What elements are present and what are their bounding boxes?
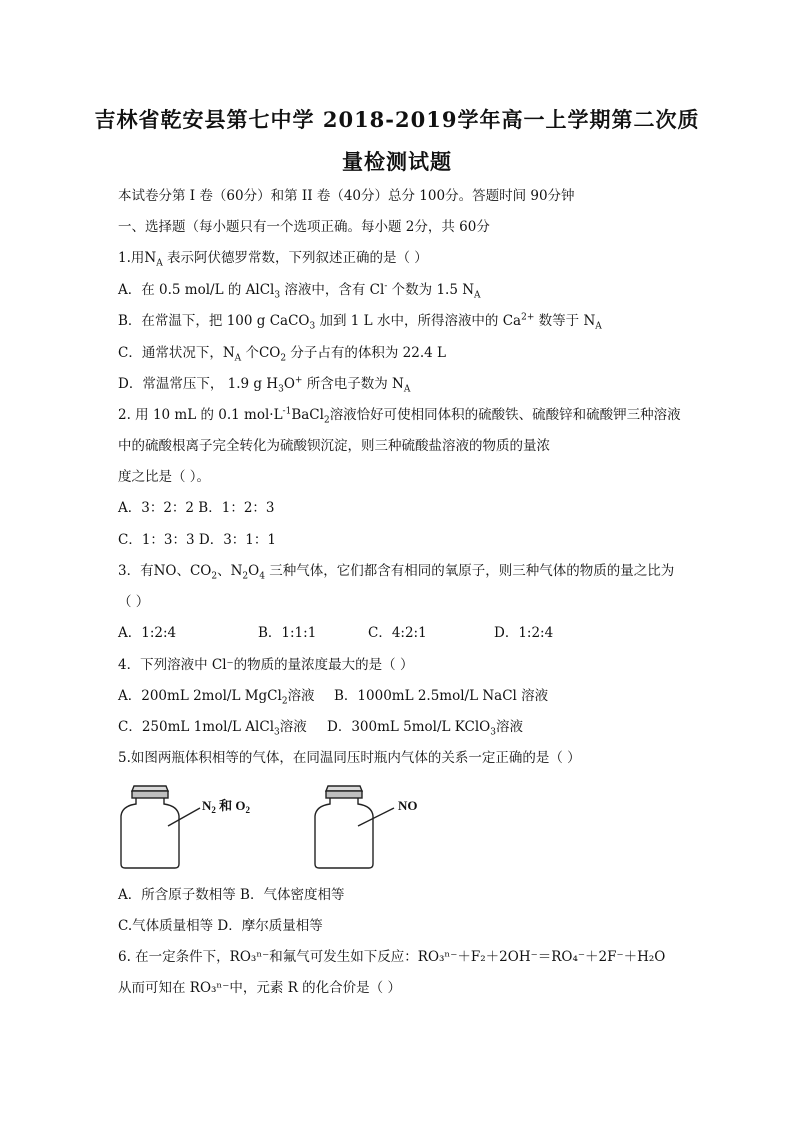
question-3-option-d: D．1:2:4 [494, 625, 554, 641]
question-2-options-ab: A．3：2：2 B．1：2：3 [118, 500, 275, 516]
question-2-stem-line1: 2. 用 10 mL 的 0.1 $mol\cdot L^{-1}BaCl_2$溶液恰好可使相同体积的硫酸铁、硫酸锌和硫酸钾三种溶液 [118, 406, 681, 426]
question-3-stem-line2: （ ） [118, 594, 150, 610]
question-3-stem-line1: 3．有NO、$CO_2$、$N_2O_4$ 三种气体，它们都含有相同的氧原子，则三种气体的物质的量之比为 [118, 563, 675, 582]
question-6-stem-line1: 6. 在一定条件下，RO₃ⁿ⁻和氟气可发生如下反应：RO₃ⁿ⁻＋F₂＋2OH⁻＝RO₄⁻＋2F⁻＋H₂O [118, 949, 666, 965]
question-4-option-a: A．200mL 2mol/L MgCl$_2$溶液 [118, 688, 315, 707]
question-5-options-ab: A．所含原子数相等 B．气体密度相等 [118, 887, 345, 903]
question-4-option-c: C．250mL 1mol/L AlCl$_3$溶液 [118, 719, 307, 738]
question-3-option-a: A．1:2:4 [118, 625, 177, 641]
question-5-stem: 5.如图两瓶体积相等的气体，在同温同压时瓶内气体的关系一定正确的是（ ） [118, 750, 581, 766]
question-3-option-c: C．4:2:1 [368, 625, 427, 641]
question-2-stem-line2: 中的硫酸根离子完全转化为硫酸钡沉淀，则三种硫酸盐溶液的物质的量浓 [118, 438, 550, 454]
gas-bottle-2-icon [315, 786, 394, 868]
gas-bottle-1-label: $N_2$ 和 $O_2$ [202, 798, 251, 815]
gas-bottle-1-icon [121, 786, 200, 868]
question-4-stem: 4．下列溶液中 Cl⁻的物质的量浓度最大的是（ ） [118, 657, 414, 673]
gas-bottle-1-figure [118, 780, 268, 872]
page-title-line1: 吉林省乾安县第七中学 2018-2019学年高一上学期第二次质 [94, 107, 700, 132]
question-5-options-cd: C.气体质量相等 D．摩尔质量相等 [118, 918, 323, 934]
page-title-line2: 量检测试题 [342, 149, 452, 174]
gas-bottle-2-label: NO [398, 798, 418, 813]
question-1-option-a: A．在 0.5 mol/L 的 AlCl$_3$ 溶液中，含有 Cl- 个数为 1.5 $N_A$ [118, 281, 481, 301]
question-1-option-c: C．通常状况下，$N_A$ 个$CO_2$ 分子占有的体积为 22.4 L [118, 345, 446, 364]
question-2-stem-line3: 度之比是（ ）。 [118, 469, 211, 485]
section-heading: 一、选择题（每小题只有一个选项正确。每小题 2分，共 60分 [118, 219, 490, 235]
question-1-stem: 1.用$N_A$ 表示阿伏德罗常数，下列叙述正确的是（ ） [118, 250, 428, 269]
gas-bottle-2-figure [312, 780, 442, 872]
question-4-option-d: D．300mL 5mol/L KClO$_3$溶液 [327, 719, 523, 738]
question-1-option-b: B．在常温下，把 100 g CaCO$_3$ 加到 1 L 水中，所得溶液中的 $Ca^{2+}$ 数等于 $N_A$ [118, 312, 602, 332]
question-1-option-d: D．常温常压下， 1.9 g $H_3O^+$ 所含电子数为 $N_A$ [118, 375, 411, 395]
question-6-stem-line2: 从而可知在 RO₃ⁿ⁻中，元素 R 的化合价是（ ） [118, 980, 401, 996]
question-3-option-b: B．1:1:1 [258, 625, 317, 641]
question-4-option-b: B．1000mL 2.5mol/L NaCl 溶液 [334, 688, 549, 704]
intro-text: 本试卷分第 I 卷（60分）和第 II 卷（40分）总分 100分。答题时间 90分钟 [118, 188, 575, 204]
question-2-options-cd: C．1：3：3 D．3：1：1 [118, 532, 276, 548]
